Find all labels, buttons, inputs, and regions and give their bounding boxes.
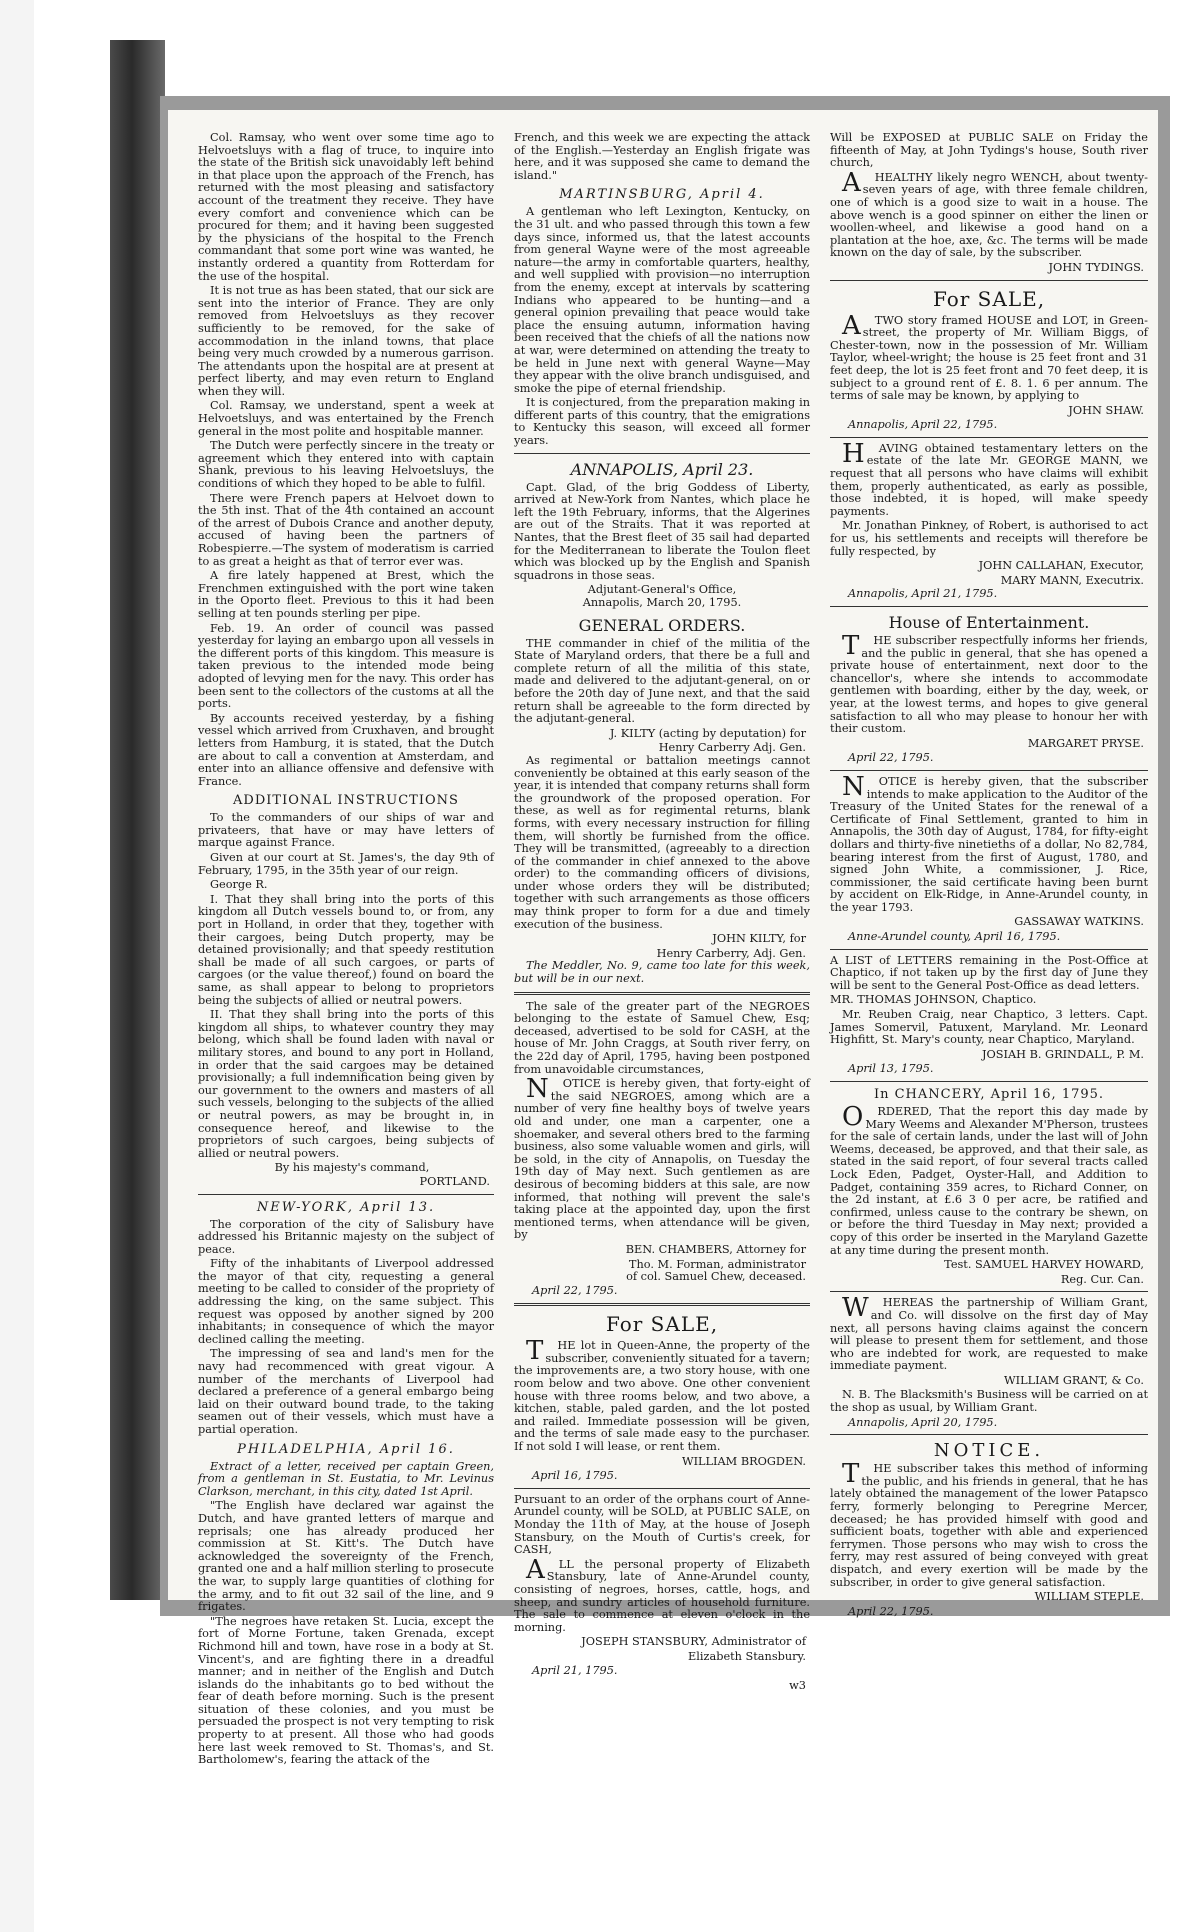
paragraph: Feb. 19. An order of council was passed yesterday for laying an embargo upon all vessels in the different ports of this kingdom. This measure is taken previous to the intended mode being adopted of levying men for the navy. This order has been sent to the collectors of the customs at all the ports. bbox=[198, 621, 494, 711]
dateline-heading: ANNAPOLIS, April 23. bbox=[570, 459, 754, 479]
divider bbox=[830, 1081, 1148, 1082]
paragraph: Fifty of the inhabitants of Liverpool addressed the mayor of that city, requesting a general meeting to be called to consider of the propriety of addressing the king, on the same subject. This request was opposed by another signed by 200 inhabitants; in consequence of which the mayor declined calling the meeting. bbox=[198, 1257, 494, 1346]
paragraph: As regimental or battalion meetings cannot conveniently be obtained at this early season of the year, it is intended that company returns shall form the groundwork of the proposed operation. For these, as well as for regimental returns, blank forms, with every necessary instruction for filling them, will shortly be furnished from the office. They will be transmitted, (agreeably to a direction of the commander in chief annexed to the above order) to the commanding officers of divisions, under whose orders they will be distributed; together with such arrangements as those officers may think proper to form for a due and timely execution of the business. bbox=[514, 753, 810, 931]
paragraph: "The negroes have retaken St. Lucia, except the fort of Morne Fortune, taken Grenada, except Richmond hill and town, have rose in a body at St. Vincent's, and are fighting there in a dreadful manner; and in neither of the English and Dutch islands do the inhabitants go to bed without the fear of death before morning. Such is the present situation of these colonies, and you must be persuaded the prospect is not very tempting to risk property to at present. All those who had goods here last week removed to St. Thomas's, and St. Bartholomew's, fearing the attack of the bbox=[198, 1614, 494, 1767]
signature: JOHN TYDINGS. bbox=[1048, 260, 1144, 274]
dateline: April 13, 1795. bbox=[848, 1062, 934, 1076]
paragraph: Col. Ramsay, we understand, spent a week at Helvoetsluys, and was entertained by the French general in the most polite and hospitable manner. bbox=[198, 399, 494, 438]
paragraph: I. That they shall bring into the ports of this kingdom all Dutch vessels bound to, or from, any port in Holland, in order that they, together with their cargoes, being Dutch property, may be detained provisionally; and that speedy restitution shall be made of all such cargoes, or parts of cargoes (or the value thereof,) found on board the same, as shall appear to belong to proprietors being the subjects of allied or neutral powers. bbox=[198, 892, 494, 1007]
dateline-heading: MARTINSBURG, April 4. bbox=[559, 187, 765, 203]
dateline: Annapolis, April 20, 1795. bbox=[848, 1415, 998, 1429]
signature: Henry Carberry, Adj. Gen. bbox=[656, 946, 806, 960]
paragraph: A LIST of LETTERS remaining in the Post-Office at Chaptico, if not taken up by the first day of June they will be sent to the General Post-Office as dead letters. bbox=[830, 953, 1148, 992]
divider bbox=[830, 1291, 1148, 1292]
section-heading: ADDITIONAL INSTRUCTIONS bbox=[233, 793, 459, 809]
dateline: April 22, 1795. bbox=[848, 1604, 934, 1618]
paragraph: MR. THOMAS JOHNSON, Chaptico. bbox=[830, 993, 1037, 1007]
divider bbox=[830, 606, 1148, 607]
signature: MARY MANN, Executrix. bbox=[1000, 573, 1144, 587]
signature: BEN. CHAMBERS, Attorney for bbox=[625, 1242, 806, 1256]
dateline: Annapolis, April 22, 1795. bbox=[848, 418, 998, 432]
paragraph: WHEREAS the partnership of William Grant, and Co. will dissolve on the first day of May next, all persons having claims against the concern will please to present them for settlement, and those who are indebted for work, are requested to make immediate payment. bbox=[830, 1293, 1148, 1373]
dateline: Annapolis, April 21, 1795. bbox=[848, 587, 998, 601]
paragraph: Capt. Glad, of the brig Goddess of Liberty, arrived at New-York from Nantes, which place he left the 19th February, informs, that the Algerines are out of the Straits. That it was reported at Nantes, that the Brest fleet of 35 sail had departed for the Mediterranean to liberate the Toulon fleet which was blocked up by the English and Spanish squadrons in those seas. bbox=[514, 480, 810, 582]
ad-heading: For SALE, bbox=[605, 1312, 719, 1337]
signature: Tho. M. Forman, administrator bbox=[628, 1257, 806, 1271]
dateline-heading: NEW-YORK, April 13. bbox=[256, 1199, 436, 1215]
signature: Reg. Cur. Can. bbox=[1060, 1272, 1144, 1286]
insertion-mark: w3 bbox=[789, 1679, 806, 1693]
paragraph: The Dutch were perfectly sincere in the treaty or agreement which they entered into with captain Shank, previous to his leaving Helvoetsluys, the conditions of which they hoped to be able to fulfil. bbox=[198, 439, 494, 491]
paragraph: French, and this week we are expecting the attack of the English.—Yesterday an English frigate was here, and it was supposed she came to demand the island." bbox=[514, 131, 810, 182]
paragraph: It is conjectured, from the preparation making in different parts of this country, that the emigrations to Kentucky this season, will exceed all former years. bbox=[514, 396, 810, 448]
paragraph: NOTICE is hereby given, that the subscriber intends to make application to the Auditor of the Treasury of the United States for the renewal of a Certificate of Final Settlement, granted to him in Annapolis, the 30th day of August, 1784, for fifty-eight dollars and thirty-five ninetieths of a dollar, No 82,784, bearing interest from the first of August, 1780, and signed John White, a commissioner, J. Rice, commissioner, the said certificate having been burnt by accident on Elk-Ridge, in Anne-Arundel county, in the year 1793. bbox=[830, 771, 1148, 914]
paragraph: Mr. Reuben Craig, near Chaptico, 3 letters. Capt. James Somervil, Patuxent, Maryland. Mr. Leonard Highfitt, St. Mary's county, near Chaptico, Maryland. bbox=[830, 1008, 1148, 1047]
paragraph: The sale of the greater part of the NEGROES belonging to the estate of Samuel Chew, Esq; deceased, advertised to be sold for CASH, at the house of Mr. John Craggs, at South river ferry, on the 22d day of April, 1795, having been postponed from unavoidable circumstances, bbox=[514, 999, 810, 1076]
paragraph: Col. Ramsay, who went over some time ago to Helvoetsluys with a flag of truce, to inquire into the state of the British sick unavoidably left behind in that place upon the approach of the French, has returned with the most pleasing and satisfactory account of the treatment they receive. They have every comfort and convenience which can be procured for them; and it having been suggested by the physicians of the hospital to the French commandant that some port wine was wanted, he instantly ordered a quantity from Rotterdam for the use of the hospital. bbox=[198, 131, 494, 283]
signature: WILLIAM STEPLE. bbox=[1034, 1590, 1144, 1604]
paragraph: Will be EXPOSED at PUBLIC SALE on Friday the fifteenth of May, at John Tydings's house, South river church, bbox=[830, 131, 1148, 170]
column-1 bbox=[198, 132, 494, 1769]
column-3 bbox=[830, 132, 1148, 1621]
paragraph: "The English have declared war against the Dutch, and have granted letters of marque and reprisals; one has already produced her commission at St. Kitt's. The Dutch have acknowledged the sovereignty of the French, granted one and a half million sterling to prosecute the war, to supply large quantities of clothing for the army, and to fit out 32 sail of the line, and 9 frigates. bbox=[198, 1499, 494, 1614]
paragraph: Mr. Jonathan Pinkney, of Robert, is authorised to act for us, his settlements and receipts will therefore be fully respected, by bbox=[830, 519, 1148, 558]
divider bbox=[514, 453, 810, 454]
paragraph: The impressing of sea and land's men for the navy had recommenced with great vigour. A number of the merchants of Liverpool had declared a preference of a general embargo being laid on their outward bound trade, to the taking seamen out of their vessels, which must have a partial operation. bbox=[198, 1347, 494, 1436]
divider bbox=[830, 1434, 1148, 1435]
dateline: April 16, 1795. bbox=[532, 1469, 618, 1483]
signature: JOHN CALLAHAN, Executor, bbox=[978, 559, 1144, 573]
paragraph: Given at our court at St. James's, the day 9th of February, 1795, in the 35th year of our reign. bbox=[198, 851, 494, 877]
signature: WILLIAM GRANT, & Co. bbox=[1004, 1373, 1144, 1387]
signature: Henry Carberry Adj. Gen. bbox=[658, 741, 806, 755]
ad-heading: NOTICE. bbox=[933, 1440, 1045, 1462]
paragraph: It is not true as has been stated, that our sick are sent into the interior of France. They are only removed from Helvoetsluys as they recover sufficiently to be removed, for the sake of accommodation in the inland towns, that place being very much crowded by a numerous garrison. The attendants upon the hospital are at present at perfect liberty, and may even return to England when they will. bbox=[198, 284, 494, 398]
paragraph: Extract of a letter, received per captain Green, from a gentleman in St. Eustatia, to Mr. Levinus Clarkson, merchant, in this city, dated 1st April. bbox=[198, 1459, 494, 1498]
paragraph: ALL the personal property of Elizabeth Stansbury, late of Anne-Arundel county, consisting of negroes, horses, cattle, hogs, and sheep, and sundry articles of household furniture. The sale to commence at eleven o'clock in the morning. bbox=[514, 1554, 810, 1634]
paragraph: THE lot in Queen-Anne, the property of the subscriber, conveniently situated for a tavern; the improvements are, a two story house, with one room below and two above. One other convenient house with three rooms below, and two above, a kitchen, stable, paled garden, and the lot posted and railed. Immediate possession will be given, and the terms of sale made easy to the purchaser. If not sold I will lease, or rent them. bbox=[514, 1336, 810, 1454]
paragraph: N. B. The Blacksmith's Business will be carried on at the shop as usual, by William Grant. bbox=[830, 1388, 1148, 1415]
paragraph: There were French papers at Helvoet down to the 5th inst. That of the 4th contained an account of the arrest of Dubois Crance and another deputy, accused of having been the partners of Robespierre.—The system of moderatism is carried to as great a height as that of terror ever was. bbox=[198, 491, 494, 568]
divider bbox=[198, 1194, 494, 1195]
notice: The Meddler, No. 9, came too late for this week, but will be in our next. bbox=[514, 959, 810, 986]
paragraph: A fire lately happened at Brest, which the Frenchmen extinguished with the port wine taken in the Oporto fleet. Previous to this it had been selling at ten pounds sterling per pipe. bbox=[198, 569, 494, 620]
signature: WILLIAM BROGDEN. bbox=[681, 1454, 806, 1468]
divider bbox=[830, 437, 1148, 438]
newspaper-page bbox=[168, 110, 1158, 1767]
dateline: April 22, 1795. bbox=[848, 751, 934, 765]
divider bbox=[514, 992, 810, 995]
signature: JOSEPH STANSBURY, Administrator of bbox=[581, 1635, 806, 1649]
paragraph: HAVING obtained testamentary letters on the estate of the late Mr. GEORGE MANN, we request that all persons who have claims will exhibit them, properly authenticated, as early as possible, those indebted, it is hoped, will make speedy payments. bbox=[830, 438, 1148, 518]
signature: GASSAWAY WATKINS. bbox=[1014, 915, 1144, 929]
divider bbox=[830, 770, 1148, 771]
paragraph: THE commander in chief of the militia of the State of Maryland orders, that there be a full and complete return of all the militia of this state, made and delivered to the adjutant-general, on or before the 20th day of June next, and that the said return shall be agreeable to the form directed by the adjutant-general. bbox=[514, 636, 810, 726]
paragraph: II. That they shall bring into the ports of this kingdom all ships, to whatever country they may belong, which shall be found laden with naval or military stores, and bound to any port in Holland, in order that the said cargoes may be detained provisionally; a full indemnification being given by our government to the owners and masters of all such vessels, belonging to the subjects of the allied or neutral powers, as may be brought in, in consequence hereof, and likewise to the proprietors of such cargoes, being subjects of allied or neutral powers. bbox=[198, 1008, 494, 1160]
office-date: Annapolis, March 20, 1795. bbox=[582, 596, 742, 609]
paragraph: To the commanders of our ships of war and privateers, that have or may have letters of marque against France. bbox=[198, 811, 494, 850]
section-heading: GENERAL ORDERS. bbox=[578, 615, 746, 635]
signature: MARGARET PRYSE. bbox=[1027, 736, 1144, 750]
scan-margin bbox=[0, 0, 34, 1932]
ad-heading: For SALE, bbox=[932, 286, 1046, 311]
signature: Test. SAMUEL HARVEY HOWARD, bbox=[944, 1258, 1144, 1272]
paragraph: ATWO story framed HOUSE and LOT, in Green-street, the property of Mr. William Biggs, of Chester-town, now in the possession of Mr. William Taylor, wheel-wright; the house is 25 feet front and 31 feet deep, the lot is 25 feet front and 70 feet deep, it is subject to a ground rent of £. 8. 1. 6 per annum. The terms of sale may be known, by applying to bbox=[830, 310, 1148, 403]
signature: JOHN SHAW. bbox=[1068, 403, 1144, 417]
signature: of col. Samuel Chew, deceased. bbox=[626, 1270, 806, 1284]
paragraph: By accounts received yesterday, by a fishing vessel which arrived from Cruxhaven, and brought letters from Hamburg, it is stated, that the Dutch are about to call a convention at Amsterdam, and enter into an alliance offensive and defensive with France. bbox=[198, 711, 494, 788]
paragraph: THE subscriber takes this method of informing the public, and his friends in general, that he has lately obtained the management of the lower Patapsco ferry, formerly belonging to Peregrine Mercer, deceased; he has provided himself with good and sufficient boats, together with able and experienced ferrymen. Those persons who may wish to cross the ferry, may rest assured of being conveyed with great dispatch, and every exertion will be made by the subscriber, in order to give general satisfaction. bbox=[830, 1459, 1148, 1589]
paragraph: ORDERED, That the report this day made by Mary Weems and Alexander M'Pherson, trustees for the sale of certain lands, under the last will of John Weems, deceased, be approved, and that their sale, as stated in the said report, of four several tracts called Lock Eden, Padget, Oyster-Hall, and Addition to Padget, containing 359 acres, to Richard Conner, on the 2d instant, at £.6 3 0 per acre, be ratified and confirmed, unless cause to the contrary be shewn, on or before the third Tuesday in May next; provided a copy of this order be inserted in the Maryland Gazette at any time during the present month. bbox=[830, 1102, 1148, 1257]
ad-heading: House of Entertainment. bbox=[888, 613, 1090, 632]
book-binding bbox=[110, 40, 165, 1600]
signature: Elizabeth Stansbury. bbox=[688, 1649, 806, 1663]
signature: J. KILTY (acting by deputation) for bbox=[609, 726, 806, 740]
dateline-heading: PHILADELPHIA, April 16. bbox=[237, 1441, 455, 1457]
divider bbox=[830, 949, 1148, 950]
signature: George R. bbox=[210, 878, 268, 892]
dateline: Anne-Arundel county, April 16, 1795. bbox=[848, 930, 1061, 944]
dateline: April 22, 1795. bbox=[532, 1283, 618, 1297]
divider bbox=[514, 1488, 810, 1489]
signature: PORTLAND. bbox=[419, 1174, 490, 1188]
signature: JOHN KILTY, for bbox=[712, 932, 806, 946]
paragraph: AHEALTHY likely negro WENCH, about twenty-seven years of age, with three female children, one of which is a good size to wait in a house. The above wench is a good spinner on either the linen or woollen-wheel, and likewise a good hand on a plantation at the hoe, axe, &c. The terms will be made known on the day of sale, by the subscriber. bbox=[830, 167, 1148, 260]
paragraph: By his majesty's command, bbox=[274, 1161, 430, 1175]
section-heading: In CHANCERY, April 16, 1795. bbox=[873, 1087, 1105, 1102]
dateline: April 21, 1795. bbox=[532, 1663, 618, 1677]
paragraph: THE subscriber respectfully informs her friends, and the public in general, that she has opened a private house of entertainment, next door to the chancellor's, where she intends to accommodate gentlemen with boarding, either by the day, week, or year, at the lowest terms, and hopes to give general satisfaction to all who may please to honour her with their custom. bbox=[830, 631, 1148, 736]
column-2 bbox=[514, 132, 810, 1693]
office-line: Adjutant-General's Office, bbox=[587, 583, 737, 597]
paragraph: A gentleman who left Lexington, Kentucky, on the 31 ult. and who passed through this town a few days since, informed us, that the latest accounts from general Wayne were of the most agreeable nature—the army in comfortable quarters, healthy, and well supplied with provision—no interruption from the enemy, except at intervals by scattering Indians who appeared to be hunting—and a general opinion prevailing that peace would take place the ensuing autumn, information having been received that the chiefs of all the nations now at war, were determined on attending the treaty to be held in June next with general Wayne—May they appear with the olive branch undisguised, and smoke the pipe of eternal friendship. bbox=[514, 205, 810, 395]
signature: JOSIAH B. GRINDALL, P. M. bbox=[981, 1047, 1144, 1061]
divider bbox=[830, 280, 1148, 281]
paragraph: The corporation of the city of Salisbury have addressed his Britannic majesty on the subject of peace. bbox=[198, 1217, 494, 1256]
divider bbox=[514, 1303, 810, 1306]
paragraph: NOTICE is hereby given, that forty-eight of the said NEGROES, among which are a number of very fine healthy boys of twelve years old and under, one man a carpenter, one a shoemaker, and several others bred to the farming business, also some valuable women and girls, will be sold, in the city of Annapolis, on Tuesday the 19th day of May next. Such gentlemen as are desirous of becoming bidders at this sale, are now informed, that nothing will prevent the sale's taking place at the appointed day, upon the first mentioned terms, when attendance will be given, by bbox=[514, 1074, 810, 1242]
paragraph: Pursuant to an order of the orphans court of Anne-Arundel county, will be SOLD, at PUBLIC SALE, on Monday the 11th of May, at the house of Joseph Stansbury, on the Mouth of Curtis's creek, for CASH, bbox=[514, 1492, 810, 1557]
